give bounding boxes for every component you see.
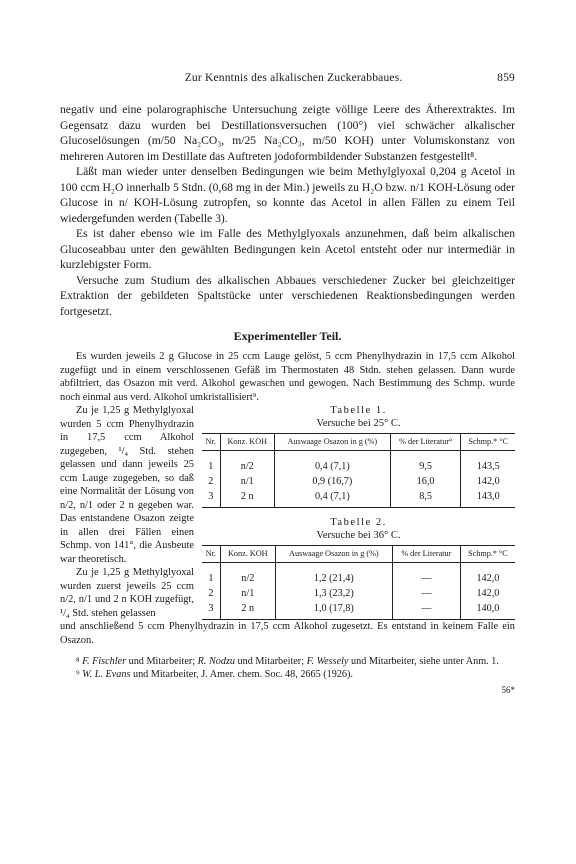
table-cell: 143,5 — [461, 451, 515, 475]
text-with-tables — [60, 404, 515, 620]
table1-header: Auswaage Osazon in g (%) — [275, 434, 391, 451]
table-cell: 143,0 — [461, 489, 515, 508]
table1-header: % der Literatur⁹ — [390, 434, 461, 451]
body-paragraph-4: Versuche zum Studium des alkalischen Abbaues verschiedener Zucker bei gleichzeitiger Extraktion der gebildeten Spaltstücke unter verschiedenen Reaktionsbedingungen werden fortgesetzt. — [60, 273, 515, 318]
table-cell: 9,5 — [390, 451, 461, 475]
table-cell: 1 — [208, 573, 214, 584]
table-cell: — — [392, 601, 460, 620]
experimental-intro: Es wurden jeweils 2 g Glucose in 25 ccm Lauge gelöst, 5 ccm Phenylhydrazin in 17,5 ccm Alkohol zugefügt und in einem verschlossenen Gefäß im Thermostaten 48 Stdn. stehen gelassen. Dann wurde abfiltriert, das Osazon mit verd. Alkohol gewaschen und gewogen. Nach Bestimmung des Schmp. wurde noch einmal aus verd. Alkohol umkristallisiert⁹. — [60, 351, 515, 403]
left-paragraph-1: Zu je 1,25 g Methylglyoxal wurden 5 ccm Phenylhydrazin in 17,5 ccm Alkohol zugegeben, ¹/₄ Std. stehen gelassen und dann jeweils 25 ccm Lauge zugegeben, so daß eine Normalität der Lösung von n/2, n/1 oder 2 n gegeben war. Das entstandene Osazon zeigte in allen drei Fällen einen Schmp. von 141°, die Ausbeute war theoretisch. — [60, 405, 194, 565]
table2-header: Schmp.* °C — [460, 546, 515, 563]
tables-column — [202, 404, 515, 620]
table-cell: — — [392, 563, 460, 587]
table-row — [202, 563, 515, 587]
footnote-author: W. L. Evans — [82, 669, 131, 680]
table1-subtitle: Versuche bei 25° C. — [316, 418, 401, 429]
table-cell: 2 — [208, 588, 214, 599]
table-row — [202, 601, 515, 620]
table-cell: 2 n — [220, 601, 275, 620]
table1-header: Nr. — [202, 434, 220, 451]
table1-header: Konz. KOH — [220, 434, 275, 451]
table-row — [202, 586, 515, 601]
table-cell: 0,4 (7,1) — [275, 451, 391, 475]
experimental-closing: und anschließend 5 ccm Phenylhydrazin in 17,5 ccm Alkohol zugesetzt. Es entstand in keinem Falle ein Osazon. — [60, 621, 515, 646]
footnote-text: und Mitarbeiter, siehe unter Anm. 1. — [348, 656, 499, 667]
table-row — [202, 474, 515, 489]
footnote-author: F. Fischler — [82, 656, 127, 667]
footnote-marker: ⁹ — [76, 669, 80, 680]
table2-header: Nr. — [202, 546, 220, 563]
table1-header: Schmp.* °C — [461, 434, 515, 451]
table-cell: 3 — [202, 489, 220, 508]
running-header — [60, 72, 515, 84]
table2 — [202, 545, 515, 620]
table-cell: 140,0 — [460, 601, 515, 620]
footnote-author: R. Nodzu — [197, 656, 235, 667]
table-cell: 2 n — [220, 489, 275, 508]
table1-title: Tabelle 1. — [330, 405, 387, 416]
table-cell: 3 — [202, 601, 220, 620]
table-cell: n/1 — [220, 586, 275, 601]
page-number: 859 — [497, 72, 515, 84]
table-cell: 142,0 — [460, 563, 515, 587]
footnote-8 — [60, 655, 515, 668]
paper-page — [60, 72, 515, 695]
running-title: Zur Kenntnis des alkalischen Zuckerabbaues. — [184, 72, 403, 84]
table-cell: 1 — [208, 461, 214, 472]
footnote-marker: ⁸ — [76, 656, 80, 667]
table-row — [202, 451, 515, 475]
table-cell: 1,3 (23,2) — [275, 586, 392, 601]
body-paragraph-1: negativ und eine polarographische Untersuchung zeigte völlige Leere des Ätherextraktes. Im Gegensatz dazu wurden bei Destillationsversuchen (100°) viel schwächer alkalischer Glucoselösungen (m/50 Na₂CO₃, m/25 Na₂CO₃, m/50 KOH) unter Volumskonstanz von mehreren Autoren im Destillate das Auftreten jodoformbildender Substanzen festgestellt⁸. — [60, 103, 515, 163]
table2-header: Auswaage Osazon in g (%) — [275, 546, 392, 563]
table-cell: 142,0 — [460, 586, 515, 601]
footnote-9 — [60, 668, 515, 681]
table2-title: Tabelle 2. — [330, 517, 387, 528]
footnotes — [60, 655, 515, 681]
table-cell: n/2 — [220, 563, 275, 587]
footnote-text: und Mitarbeiter, J. Amer. chem. Soc. 48, 2665 (1926). — [130, 669, 353, 680]
table-cell: 0,9 (16,7) — [275, 474, 391, 489]
signature-mark: 56* — [501, 685, 515, 695]
table1 — [202, 433, 515, 508]
table-cell: 1,0 (17,8) — [275, 601, 392, 620]
footnote-author: F. Wessely — [306, 656, 349, 667]
body-paragraph-3: Es ist daher ebenso wie im Falle des Methylglyoxals anzunehmen, daß beim alkalischen Glucoseabbau unter den gewählten Bedingungen kein Acetol entsteht oder nur intermediär in kurzlebigster Form. — [60, 227, 515, 271]
body-paragraph-2: Läßt man wieder unter denselben Bedingungen wie beim Methylglyoxal 0,204 g Acetol in 100 ccm H₂O innerhalb 5 Stdn. (0,68 mg in der Min.) jeweils zu H₂O bzw. n/1 KOH-Lösung oder Glucose in n/ KOH-Lösung zutropfen, so konnte das Acetol in allen Fällen zu einem Teil wiedergefunden werden (Tabelle 3). — [60, 165, 515, 225]
footnote-text: und Mitarbeiter; — [235, 656, 307, 667]
table-cell: n/2 — [220, 451, 275, 475]
table1-caption — [202, 404, 515, 430]
table2-header: % der Literatur — [392, 546, 460, 563]
table-cell: 2 — [208, 476, 214, 487]
section-heading: Experimenteller Teil. — [233, 329, 342, 343]
table2-caption — [202, 516, 515, 542]
table-row — [202, 489, 515, 508]
table-cell: 0,4 (7,1) — [275, 489, 391, 508]
left-paragraph-2: Zu je 1,25 g Methylglyoxal wurden zuerst jeweils 25 ccm n/2, n/1 und 2 n KOH zugefügt, ¹/₄ Std. stehen gelassen — [60, 567, 194, 619]
table-cell: 1,2 (21,4) — [275, 563, 392, 587]
table-cell: 8,5 — [390, 489, 461, 508]
table-cell: — — [392, 586, 460, 601]
table2-header: Konz. KOH — [220, 546, 275, 563]
left-column — [60, 404, 194, 620]
table-cell: 16,0 — [390, 474, 461, 489]
footnote-text: und Mitarbeiter; — [126, 656, 198, 667]
table-cell: n/1 — [220, 474, 275, 489]
table-cell: 142,0 — [461, 474, 515, 489]
table2-subtitle: Versuche bei 36° C. — [316, 530, 401, 541]
